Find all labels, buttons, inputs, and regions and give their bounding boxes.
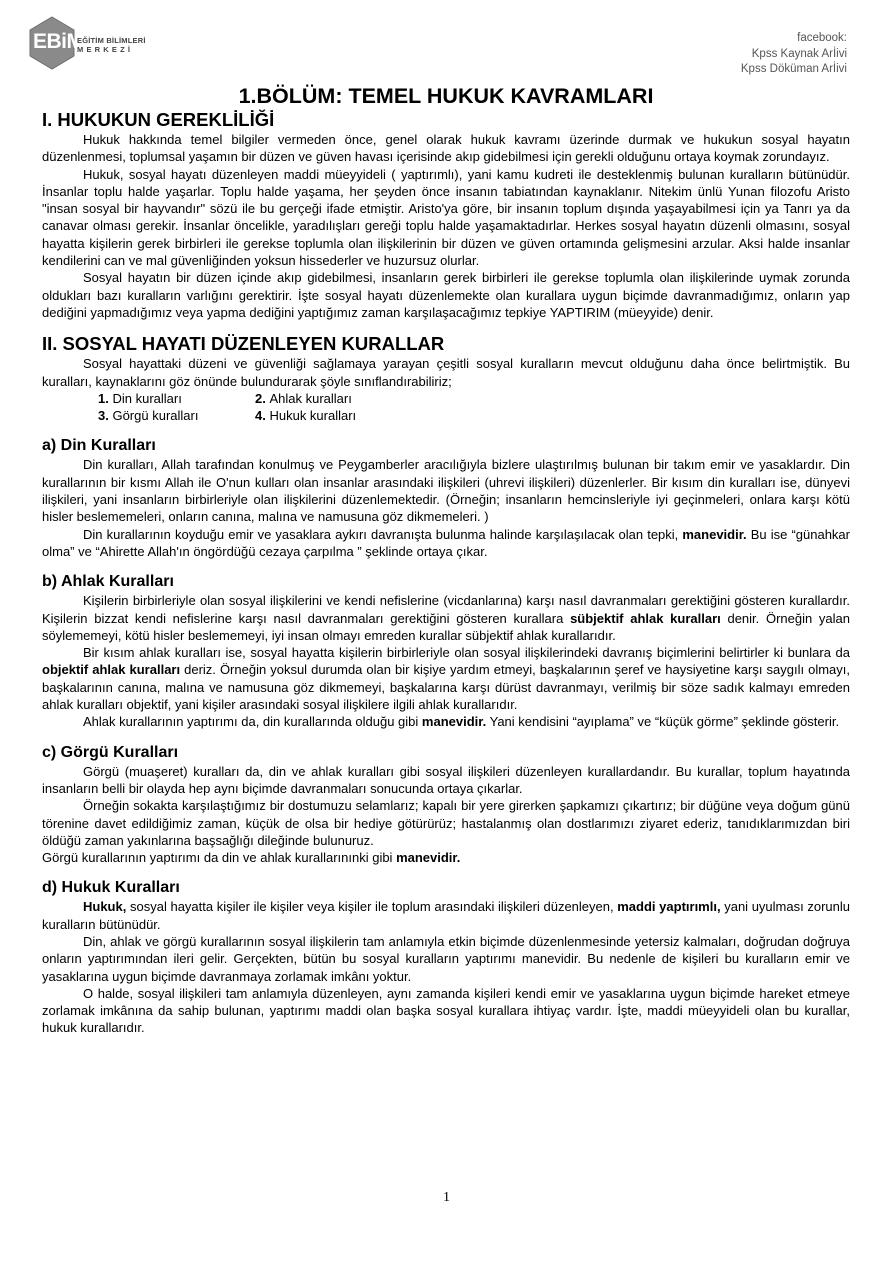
paragraph: Örneğin sokakta karşılaştığımız bir dostumuzu selamlarız; kapalı bir yere girerken şapkamızı çıkartırız; bir düğüne veya doğum günü törenine davet edildiğimiz zaman, küçük de olsa bir hediye götürürüz; hastalanmış olan dostlarımızı ziyaret ederiz, tanıdıklarımızdan biri öldüğü zaman yakınlarına başsağlığı dileğinde bulunuruz. [42,798,850,848]
subsection-heading-hukuk: d) Hukuk Kuralları [42,879,180,897]
paragraph: Sosyal hayatın bir düzen içinde akıp gidebilmesi, insanların gerek birbirleri ile gerekse toplumla olan ilişkilerinde uymak zorunda oldukları bazı kuralların varlığını gerektirir. İşte sosyal hayatı düzenlemekte olan kurallara uygun biçimde davranmadığımız, onların yap dediğini yapmadığımız veya yapma dediğini yaptığımız zaman karşılaşacağımız tepkiye YAPTIRIM (müeyyide) denir. [42,270,850,320]
document-body [42,83,850,1037]
rules-list [42,390,850,425]
paragraph: Ahlak kurallarının yaptırımı da, din kurallarında olduğu gibi manevidir. Yani kendisini “ayıplama” ve “küçük görme” şeklinde gösterir. [83,714,840,730]
kaynak-arsivi-link[interactable]: Kpss Kaynak Arİivi [751,47,847,60]
paragraph: Din kurallarının koyduğu emir ve yasaklara aykırı davranışta bulunma halinde karşılaşılacak olan tepki, manevidir. Bu ise “günahkar olma” ve “Ahirette Allah'ın öngördüğü cezaya çarpılma ” şeklinde ortaya çıkar. [42,526,850,559]
paragraph: Din kuralları, Allah tarafından konulmuş ve Peygamberler aracılığıyla bizlere ulaştırılmış bulunan bir takım emir ve yasaklardır. Din kurallarının bir kısmı Allah ile O'nun kulları olan insanlar arasındaki ilişkileri (uhrevi ilişkileri) düzenlerler. Bir kısım din kuralları ise, dünyevi ilişkileri, yani insanların birbirleriyle olan ilişkilerini düzenlemektedir. (Örneğin; insanların hemcinsleriyle iyi geçinmeleri, onlara karşı kötü hisler beslememeleri, onların canına, malına ve namusuna göz dikmemeleri. ) [42,457,850,525]
list-number: 1. [98,390,109,406]
paragraph: Görgü kurallarının yaptırımı da din ve ahlak kurallarınınki gibi manevidir. [42,850,461,866]
list-number: 3. [98,408,109,424]
chapter-title: 1.BÖLÜM: TEMEL HUKUK KAVRAMLARI [238,84,654,108]
subsection-heading-ahlak: b) Ahlak Kuralları [42,573,174,591]
section-heading-hukukun-gerekliligi: I. HUKUKUN GEREKLİLİĞİ [42,109,275,130]
header-links [741,31,847,78]
list-number: 4. [255,408,266,424]
subsection-heading-gorgu: c) Görgü Kuralları [42,743,179,761]
paragraph: Din, ahlak ve görgü kurallarının sosyal ilişkilerin tam anlamıyla etkin biçimde düzenlenmesinde yetersiz kalmaları, doğrudan doğruya onların yaptırımından ileri gelir. Gerçekten, bütün bu sosyal kuralların yaptırımı manevidir. Bu nedenle de kişileri bu kuralların emir ve yasaklarına uygun biçimde davranmaya zorlamak imkânı yoktur. [42,933,850,984]
logo-subtitle-1: EĞİTİM BİLİMLERİ [77,36,146,45]
logo [28,16,146,70]
paragraph: O halde, sosyal ilişkileri tam anlamıyla düzenleyen, aynı zamanda kişileri kendi emir ve yasaklarına uygun biçimde hareket etmeye zorlamak imkânına da sahip bulunan, yaptırımı maddi olan başka sosyal kurallara ihtiyaç vardır. İşte, maddi müeyyideli olan bu kurallar, hukuk kurallarıdır. [42,985,850,1036]
list-text: Hukuk kuralları [269,408,357,424]
paragraph: Hukuk, sosyal hayatta kişiler ile kişiler veya kişiler ile toplum arasındaki ilişkileri düzenleyen, maddi yaptırımlı, yani uyulması zorunlu kuralların bütünüdür. [42,899,850,932]
bold-term: manevidir. [421,714,487,730]
dokuman-arsivi-link[interactable]: Kpss Döküman Arİivi [740,63,847,75]
logo-wordmark: EBiM [33,30,84,53]
section-heading-sosyal-kurallar: II. SOSYAL HAYATI DÜZENLEYEN KURALLAR [42,333,445,355]
list-item [98,407,850,424]
bold-term: manevidir. [682,526,747,542]
bold-term: objektif ahlak kuralları [42,662,181,678]
paragraph: Görgü (muaşeret) kuralları da, din ve ahlak kuralları gibi sosyal ilişkileri düzenleyen kurallardandır. Bu kurallar, toplum hayatında insanların belli bir olayda hep aynı biçimde davranmaları sonucunda ortaya çıkarlar. [42,763,850,796]
paragraph: Hukuk hakkında temel bilgiler vermeden önce, genel olarak hukuk kavramı üzerinde durmak ve hukukun sosyal hayatın düzenlenmesi, toplumsal yaşamın bir düzen ve güven havası içerisinde akıp gidebilmesi için gerekli olduğunu ortaya koymak zorundayız. [42,132,850,165]
list-text: Görgü kuralları [112,408,199,424]
subsection-heading-din: a) Din Kuralları [42,437,156,455]
bold-term: Hukuk, [83,899,127,915]
bold-term: maddi yaptırımlı, [617,899,721,915]
paragraph: Kişilerin birbirleriyle olan sosyal ilişkilerini ve kendi nefislerine (vicdanlarına) karşı nasıl davranmaları gerektiğini gösteren kurallardır. Kişilerin bizzat kendi nefislerine karşı nasıl davranmaları gerektiğini gösteren kurallara sübjektif ahlak kuralları denir. Örneğin yalan söylememeyi, kötü hisler beslememeyi, iyi insan olmayı emreden kurallar sübjektif ahlak kurallarıdır. [42,593,851,643]
paragraph: Hukuk, sosyal hayatı düzenleyen maddi müeyyideli ( yaptırımlı), yani kamu kudreti ile desteklenmiş bulunan kuralların bütünüdür. İnsanlar toplu halde yaşarlar. Toplu halde yaşama, her şeyden önce insanın tabiatından kaynaklanır. Nitekim ünlü Yunan filozofu Aristo "insan sosyal bir hayvandır" sözü ile bu gerçeği ifade etmiştir. Aristo'ya göre, bir insanın toplum dışında yaşayabilmesi için ya Tanrı ya da canavar olması gerekir. İnsanlar öncelikle, yaradılışları gereği toplu halde yaşamaktadırlar. Herkes sosyal hayatın düzenli olmasını, sosyal hayatta kişilerin gerek birbirleri ile gerekse toplumla olan ilişkilerinin bir düzen ve güven ortamında gelişmesini arzular. Aksi halde insanlar kendilerini can ve mal güvenliğinden yoksun hissederler ve huzursuz olurlar. [42,166,850,269]
page-number: 1 [443,1190,450,1205]
logo-subtitle-2: MERKEZİ [77,45,134,54]
bold-term: manevidir. [396,850,461,866]
paragraph: Sosyal hayattaki düzeni ve güvenliği sağlamaya yarayan çeşitli sosyal kuralların mevcut olduğunu daha önce belirtmiştik. Bu kuralları, kaynaklarını göz önünde bulundurarak şöyle sınıflandırabiliriz; [42,356,850,389]
paragraph: Bir kısım ahlak kuralları ise, sosyal hayatta kişilerin birbirleriyle olan sosyal ilişkilerindeki davranış biçimlerini belirtirler ki bunlara da objektif ahlak kuralları deriz. Örneğin yoksul durumda olan bir kişiye yardım etmeyi, başkalarının şeref ve haysiyetine karşı saygılı olmayı, başkalarının canına, malına ve namusuna göz dikmemeyi, başkalarına karşı dürüst davranmayı, verilmiş bir söze sadık kalmayı emreden ahlak kuralları objektif, yani kişiler arasındaki sosyal ilişkilere ilgili ahlak kurallarıdır. [42,645,850,713]
bold-term: sübjektif ahlak kuralları [570,610,721,626]
list-text: Din kuralları [112,390,182,406]
list-text: Ahlak kuralları [269,390,352,406]
list-number: 2. [255,390,266,406]
facebook-label: facebook: [797,32,847,44]
list-item [98,390,850,407]
